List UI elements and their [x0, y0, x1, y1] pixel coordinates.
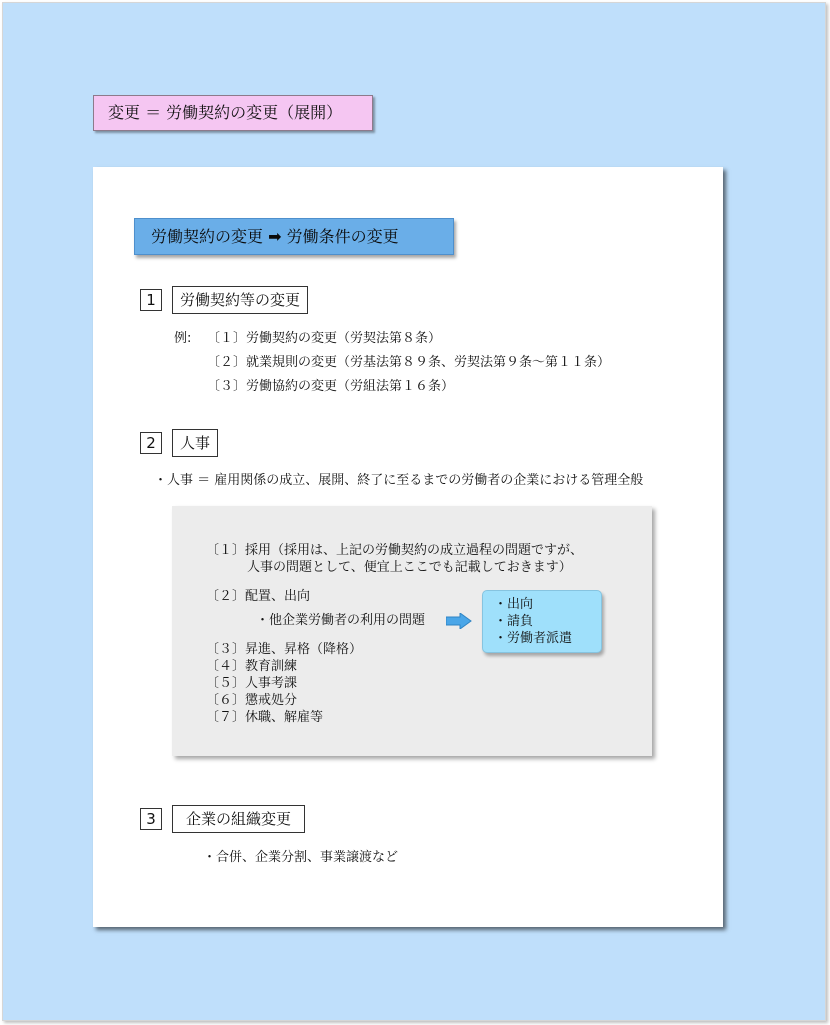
callout-item: ・出向 — [494, 597, 534, 612]
section-1-item: 〔２〕就業規則の変更（労基法第８９条、労契法第９条〜第１１条） — [207, 355, 611, 370]
example-label: 例: — [174, 331, 192, 346]
panel-item: 〔５〕人事考課 — [206, 676, 298, 691]
subtitle-banner: 労働契約の変更 ➡ 労働条件の変更 — [134, 218, 454, 255]
section-1-item: 〔１〕労働契約の変更（労契法第８条） — [207, 331, 442, 346]
callout-box — [482, 590, 602, 653]
panel-item: 〔７〕休職、解雇等 — [206, 710, 324, 725]
section-3-heading: 企業の組織変更 — [172, 805, 305, 833]
callout-item: ・労働者派遣 — [494, 631, 573, 646]
section-2-number: 2 — [140, 432, 162, 454]
panel-item: 〔１〕採用（採用は、上記の労働契約の成立過程の問題ですが、 — [206, 543, 584, 558]
panel-item: 〔６〕懲戒処分 — [206, 693, 298, 708]
section-3-item: ・合併、企業分割、事業譲渡など — [203, 850, 399, 865]
personnel-definition: ・人事 ＝ 雇用関係の成立、展開、終了に至るまでの労働者の企業における管理全般 — [154, 473, 644, 488]
panel-item: 〔４〕教育訓練 — [206, 659, 298, 674]
section-1-number: 1 — [140, 289, 162, 311]
panel-item: 〔３〕昇進、昇格（降格） — [206, 642, 363, 657]
section-3-number: 3 — [140, 808, 162, 830]
callout-item: ・請負 — [494, 614, 534, 629]
panel-sub-item: ・他企業労働者の利用の問題 — [256, 613, 426, 628]
panel-item-continuation: 人事の問題として、便宜上ここでも記載しておきます） — [247, 560, 572, 575]
page-title: 変更 ＝ 労働契約の変更（展開） — [93, 95, 373, 131]
section-1-item: 〔３〕労働協約の変更（労組法第１６条） — [207, 379, 455, 394]
right-arrow-icon — [446, 613, 472, 629]
panel-item: 〔２〕配置、出向 — [206, 589, 311, 604]
section-2-heading: 人事 — [172, 429, 218, 457]
section-1-heading: 労働契約等の変更 — [172, 286, 308, 314]
